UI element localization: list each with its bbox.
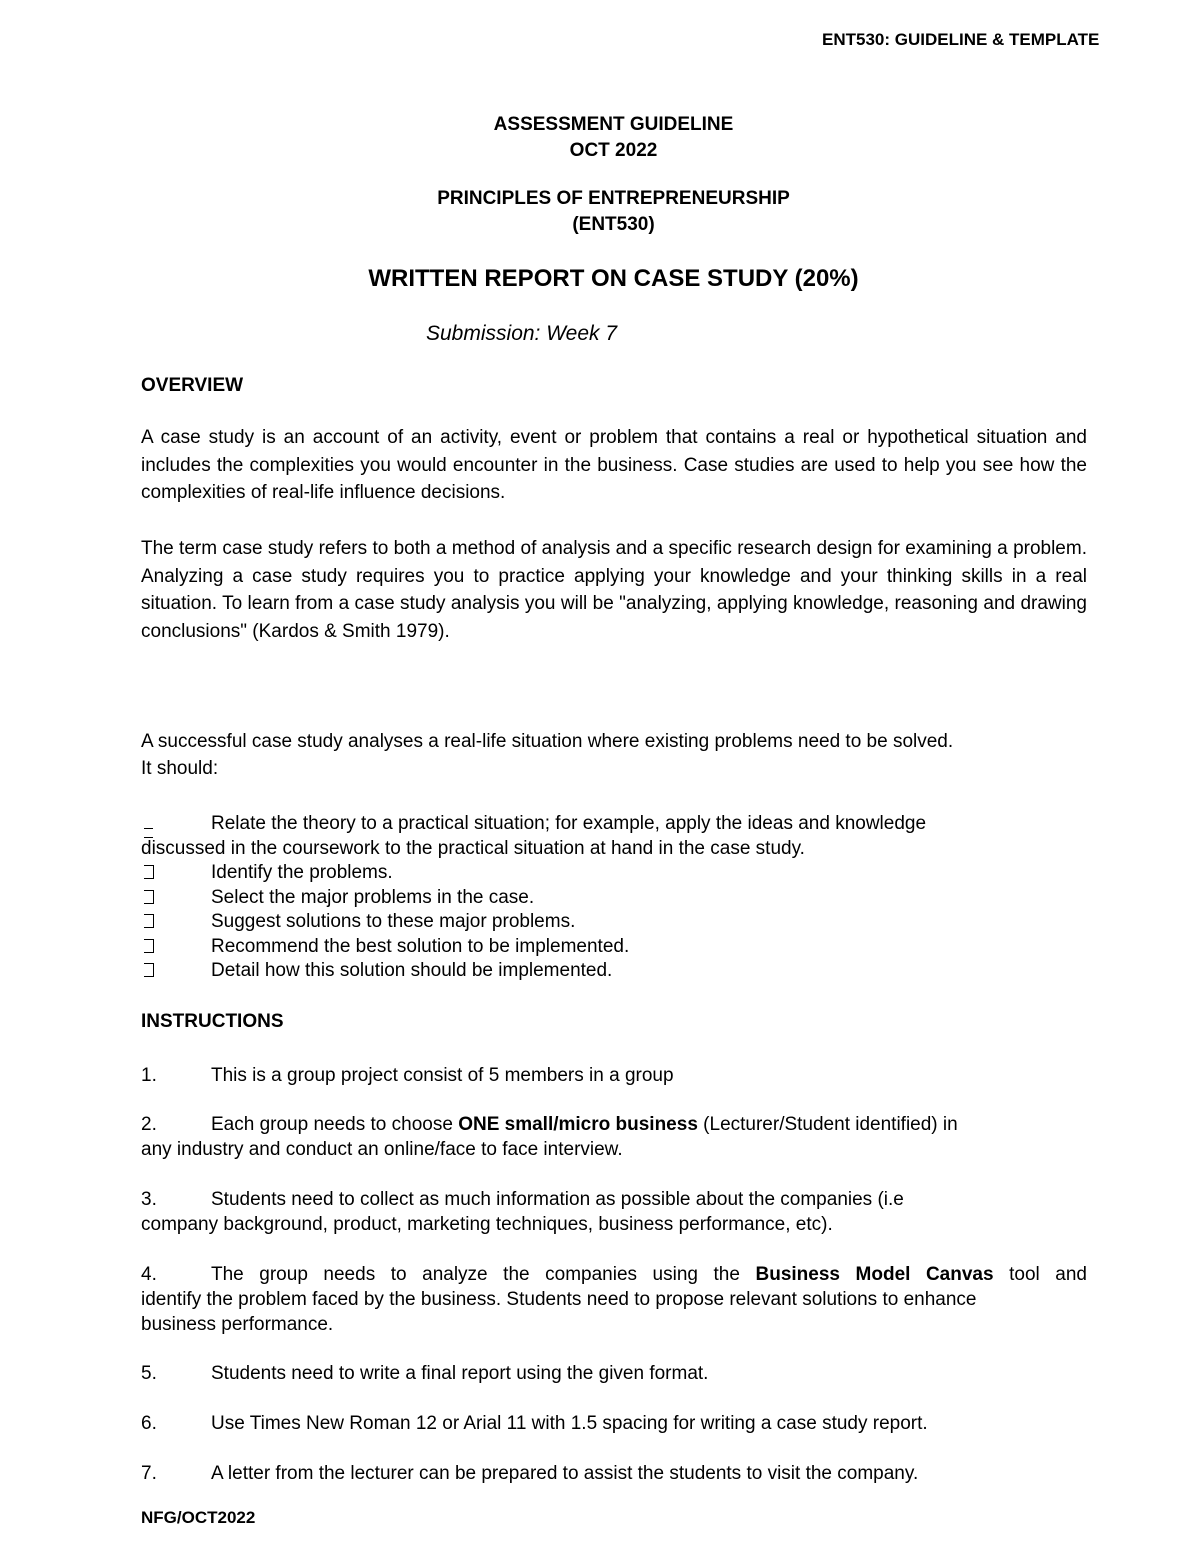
list-item: Identify the problems.: [141, 860, 1087, 885]
overview-paragraph-3-line-2: It should:: [141, 758, 219, 779]
bullet-marker-icon: [141, 811, 181, 836]
instruction-item-5: 5. Students need to write a final report using the given format.: [141, 1363, 709, 1384]
page-header: ENT530: GUIDELINE & TEMPLATE: [822, 30, 1100, 49]
instruction-item-7: 7. A letter from the lecturer can be prepared to assist the students to visit the company.: [141, 1463, 919, 1484]
overview-paragraph-1: A case study is an account of an activity, event or problem that contains a real or hypothetical situation and includes the complexities you would encounter in the business. Case studies are used to help you see how the complexities of real-life influence decisions.: [141, 427, 1087, 503]
title-line-2: OCT 2022: [569, 140, 658, 161]
list-item: Suggest solutions to these major problems.: [141, 909, 1087, 934]
checkbox-bullet-icon: [141, 860, 181, 886]
title-line-4: (ENT530): [572, 214, 655, 235]
instructions-heading: INSTRUCTIONS: [141, 1011, 284, 1032]
checkbox-bullet-icon: [141, 909, 181, 935]
checkbox-bullet-icon: [141, 958, 181, 984]
title-line-1: ASSESSMENT GUIDELINE: [493, 114, 734, 135]
list-item: Detail how this solution should be implemented.: [141, 958, 1087, 983]
list-item: Select the major problems in the case.: [141, 885, 1087, 910]
list-item: Relate the theory to a practical situation; for example, apply the ideas and knowledge discussed in the coursework to the practical situation at hand in the case study.: [141, 813, 927, 859]
instruction-item-4: 4. The group needs to analyze the companies using the Business Model Canvas tool and identify the problem faced by the business. Students need to propose relevant solutions to enhance business performance.: [141, 1264, 1087, 1335]
checkbox-bullet-icon: [141, 934, 181, 960]
instruction-item-1: 1. This is a group project consist of 5 members in a group: [141, 1065, 674, 1086]
list-item: Recommend the best solution to be implemented.: [141, 934, 1087, 959]
page-footer: NFG/OCT2022: [141, 1508, 256, 1527]
submission-line: Submission: Week 7: [426, 322, 618, 345]
instruction-item-3: 3. Students need to collect as much information as possible about the companies (i.e company background, product, marketing techniques, business performance, etc).: [141, 1189, 904, 1235]
overview-heading: OVERVIEW: [141, 375, 244, 396]
instruction-item-6: 6. Use Times New Roman 12 or Arial 11 with 1.5 spacing for writing a case study report.: [141, 1413, 928, 1434]
page-title: WRITTEN REPORT ON CASE STUDY (20%): [368, 265, 859, 292]
overview-paragraph-3-line-1: A successful case study analyses a real-life situation where existing problems need to be solved.: [141, 731, 954, 752]
title-line-3: PRINCIPLES OF ENTREPRENEURSHIP: [437, 188, 790, 209]
overview-paragraph-2: The term case study refers to both a method of analysis and a specific research design for examining a problem. Analyzing a case study requires you to practice applying your knowledge and your thinking skills in a real situation. To learn from a case study analysis you will be "analyzing, applying knowledge, reasoning and drawing conclusions" (Kardos & Smith 1979).: [141, 538, 1087, 642]
instruction-item-2: 2. Each group needs to choose ONE small/micro business (Lecturer/Student identified) in any industry and conduct an online/face to face interview.: [141, 1114, 958, 1160]
checkbox-bullet-icon: [141, 885, 181, 911]
